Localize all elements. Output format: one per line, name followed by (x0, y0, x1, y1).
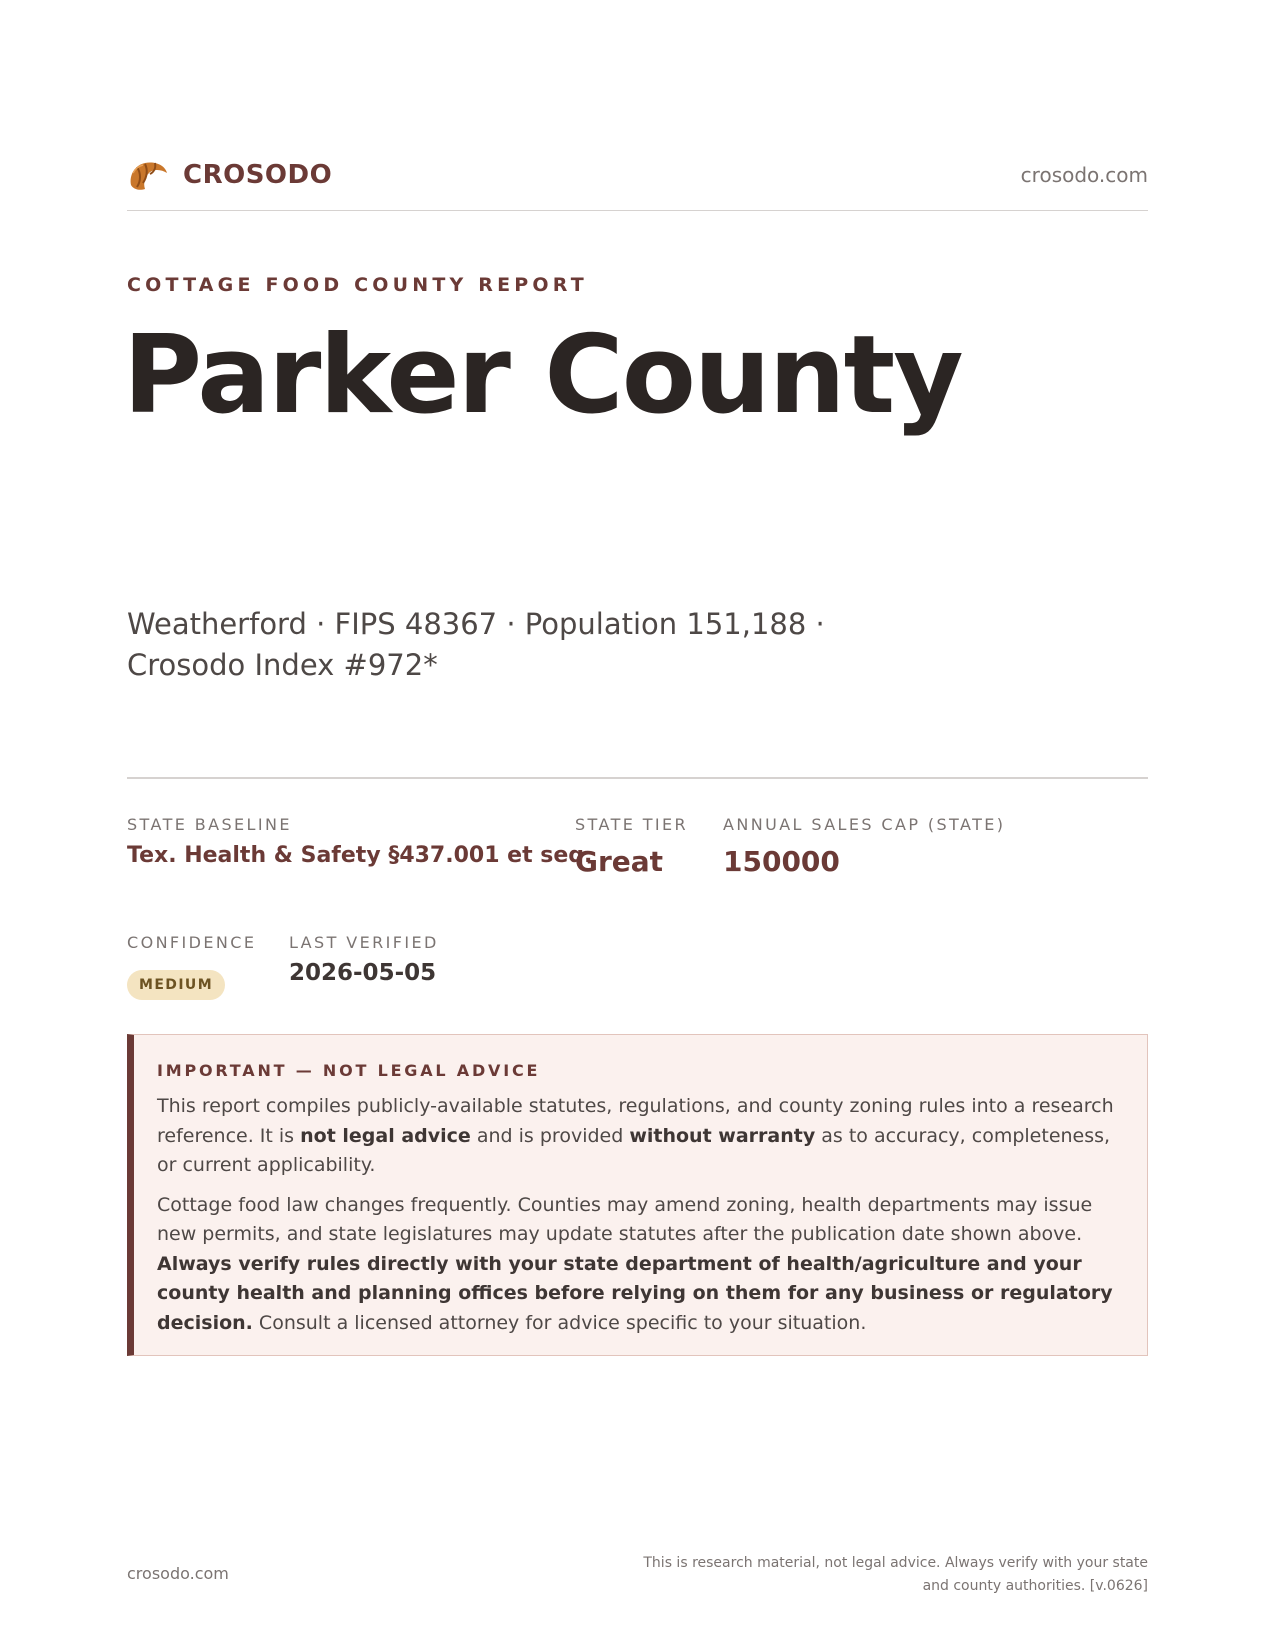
footer-disclaimer: This is research material, not legal advice. Always verify with your state and county authorities. [v.0626] (643, 1555, 1148, 1594)
report-page (123, 0, 1148, 1650)
state-baseline-label: STATE BASELINE (127, 815, 292, 834)
footer-url[interactable]: crosodo.com (127, 1564, 229, 1583)
brand[interactable] (127, 155, 332, 195)
state-tier-value: Great (575, 845, 664, 878)
page-header (127, 155, 1148, 211)
state-baseline-value: Tex. Health & Safety §437.001 et seq. (127, 843, 593, 868)
legal-notice (127, 1034, 1148, 1356)
croissant-icon (127, 155, 169, 195)
notice-paragraph-1: This report compiles publicly-available statutes, regulations, and county zoning rules into a research reference. It is not legal advice and is provided without warranty as to accuracy, completeness, or current applicability. (157, 1095, 1114, 1176)
page-title: Parker County (123, 313, 962, 438)
report-subtitle: Weatherford · FIPS 48367 · Population 151,188 · Crosodo Index #972* (127, 607, 825, 682)
section-divider (127, 777, 1148, 779)
notice-paragraph-2: Cottage food law changes frequently. Counties may amend zoning, health departments may issue new permits, and state legislatures may update statutes after the publication date shown above. Always verify rules directly with your state department of health/agriculture and your county health and planning offices before relying on them for any business or regulatory decision. Consult a licensed attorney for advice specific to your situation. (157, 1193, 1113, 1334)
confidence-label: CONFIDENCE (127, 933, 257, 952)
last-verified-value: 2026-05-05 (289, 960, 437, 986)
confidence-badge: MEDIUM (127, 970, 225, 1000)
sales-cap-label: ANNUAL SALES CAP (STATE) (723, 815, 1006, 834)
sales-cap-value: 150000 (723, 845, 840, 878)
report-eyebrow: COTTAGE FOOD COUNTY REPORT (127, 274, 588, 296)
brand-name: CROSODO (183, 160, 333, 190)
state-tier-label: STATE TIER (575, 815, 689, 834)
last-verified-label: LAST VERIFIED (289, 933, 439, 952)
site-url[interactable]: crosodo.com (1020, 163, 1148, 187)
notice-title: IMPORTANT — NOT LEGAL ADVICE (157, 1061, 541, 1080)
